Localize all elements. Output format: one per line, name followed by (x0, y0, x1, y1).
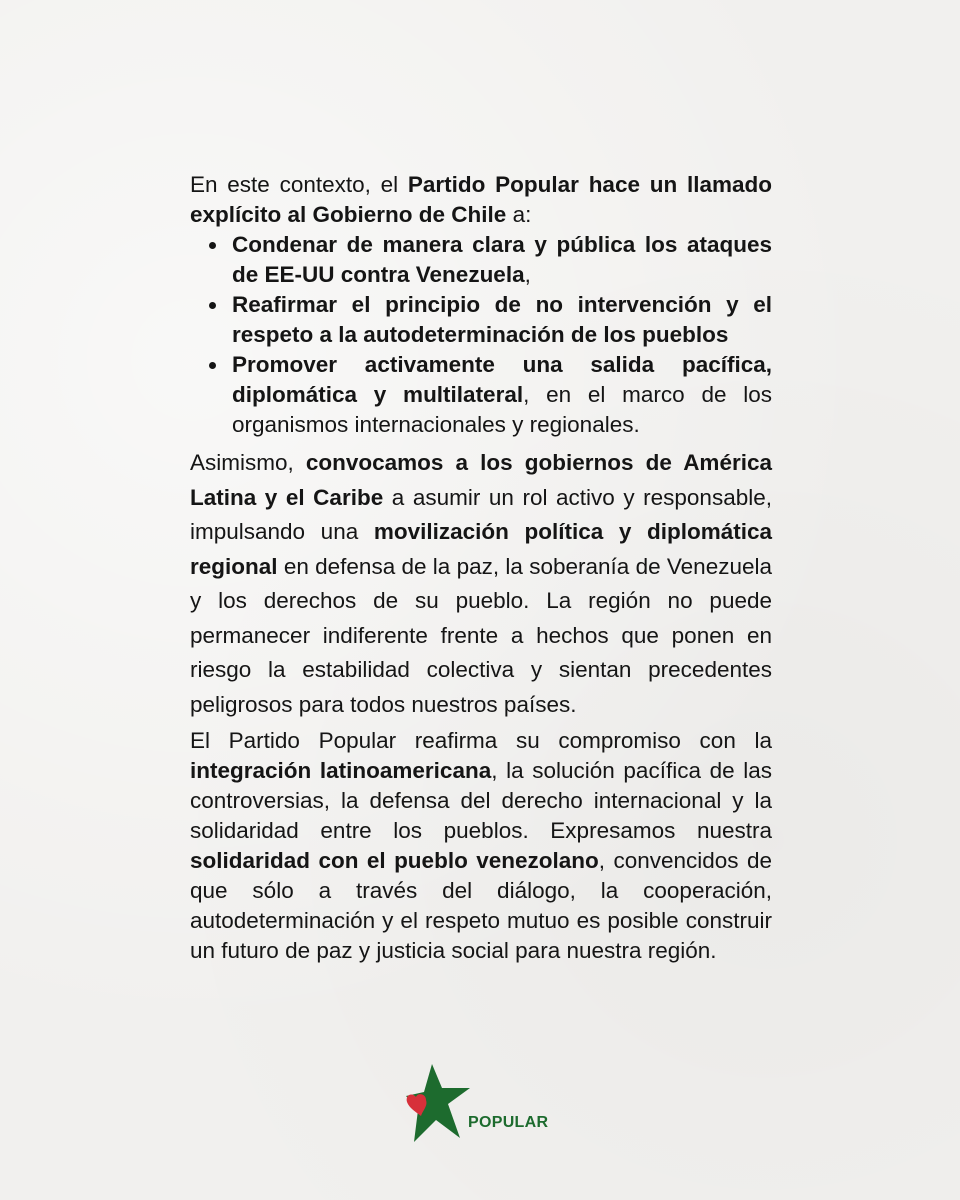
statement-body (190, 170, 772, 966)
list-item-bold: Promover activamente una salida pacífica, diplomática y multilateral (232, 352, 772, 407)
star-heart-logo-icon (404, 1062, 474, 1146)
paragraph-text: , la solución pacífica de las controversias, la defensa del derecho internacional y la solidaridad entre los pueblos. Expresamos nuestra (190, 758, 772, 843)
logo-wordmark: POPULAR (468, 1114, 549, 1131)
commitment-paragraph (190, 726, 772, 966)
paragraph-bold: solidaridad con el pueblo venezolano (190, 848, 599, 873)
paragraph-bold: integración latinoamericana (190, 758, 492, 783)
paragraph-bold: convocamos a los gobiernos de América Latina y el Caribe (190, 450, 772, 510)
paragraph-text: a asumir un rol activo y responsable, impulsando una (190, 484, 772, 544)
list-item-text: , (524, 262, 531, 287)
list-item (232, 230, 772, 290)
paragraph-text: El Partido Popular reafirma su compromiso con la (190, 728, 772, 753)
demands-list (190, 230, 772, 440)
list-item (232, 290, 772, 350)
list-item-text: , en el marco de los organismos internacionales y regionales. (232, 382, 773, 437)
paragraph-text: , convencidos de que sólo a través del diálogo, la cooperación, autodeterminación y el respeto mutuo es posible construir un futuro de paz y justicia social para nuestra región. (190, 848, 772, 963)
list-item-bold: Reafirmar el principio de no intervención y el respeto a la autodeterminación de los pueblos (232, 292, 772, 347)
regional-call-paragraph (190, 446, 772, 722)
paragraph-text: Asimismo, (190, 450, 306, 475)
intro-bold: Partido Popular hace un llamado explícito al Gobierno de Chile (190, 172, 772, 227)
intro-paragraph (190, 170, 772, 230)
list-item (232, 350, 772, 440)
party-logo (404, 1062, 564, 1146)
paragraph-bold: movilización política y diplomática regional (190, 519, 772, 579)
paragraph-text: en defensa de la paz, la soberanía de Venezuela y los derechos de su pueblo. La región no puede permanecer indiferente frente a hechos que ponen en riesgo la estabilidad colectiva y sientan precedentes peligrosos para todos nuestros países. (190, 553, 772, 717)
intro-text: En este contexto, el (190, 172, 408, 197)
list-item-bold: Condenar de manera clara y pública los ataques de EE-UU contra Venezuela (232, 232, 772, 287)
intro-text-end: a: (506, 202, 532, 227)
